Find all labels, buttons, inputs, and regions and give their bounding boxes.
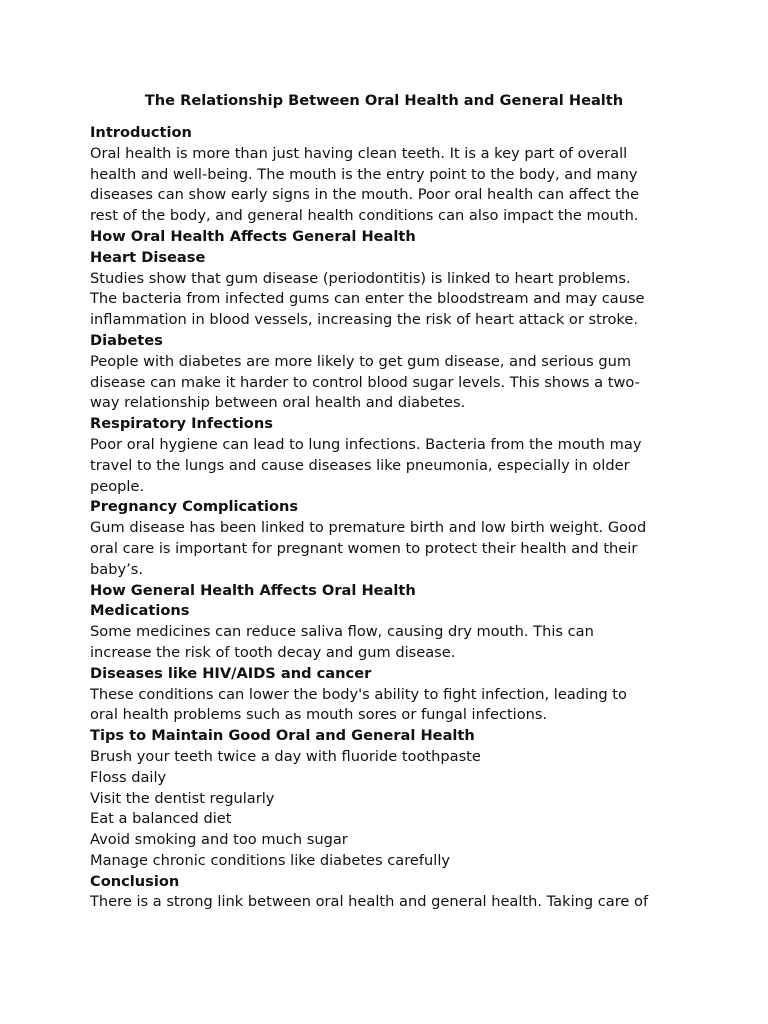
pregnancy-paragraph — [90, 518, 680, 580]
medications-heading: Medications — [90, 602, 190, 620]
heart-disease-line: The bacteria from infected gums can enter the bloodstream and may cause — [90, 290, 645, 308]
pregnancy-line: Gum disease has been linked to premature birth and low birth weight. Good — [90, 519, 647, 537]
diabetes-line: People with diabetes are more likely to get gum disease, and serious gum — [90, 352, 632, 370]
respiratory-line: travel to the lungs and cause diseases like pneumonia, especially in older — [90, 456, 630, 474]
document-page — [90, 90, 680, 913]
medications-paragraph — [90, 622, 680, 664]
respiratory-heading: Respiratory Infections — [90, 415, 273, 433]
heart-disease-heading: Heart Disease — [90, 248, 206, 266]
respiratory-paragraph — [90, 435, 680, 497]
introduction-paragraph — [90, 144, 680, 227]
list-item: Manage chronic conditions like diabetes carefully — [90, 851, 451, 869]
introduction-line: Oral health is more than just having clean teeth. It is a key part of overall — [90, 144, 628, 162]
conclusion-heading: Conclusion — [90, 872, 180, 890]
diabetes-line: way relationship between oral health and diabetes. — [90, 394, 466, 412]
tips-list — [90, 747, 680, 872]
pregnancy-line: baby’s. — [90, 560, 143, 578]
list-item: Brush your teeth twice a day with fluoride toothpaste — [90, 747, 481, 765]
list-item: Eat a balanced diet — [90, 810, 232, 828]
introduction-line: health and well-being. The mouth is the entry point to the body, and many — [90, 165, 638, 183]
respiratory-line: people. — [90, 477, 145, 495]
introduction-line: diseases can show early signs in the mouth. Poor oral health can affect the — [90, 186, 640, 204]
general-affects-oral-heading: How General Health Affects Oral Health — [90, 581, 416, 599]
respiratory-line: Poor oral hygiene can lead to lung infections. Bacteria from the mouth may — [90, 435, 642, 453]
introduction-heading: Introduction — [90, 124, 192, 141]
diseases-paragraph — [90, 685, 680, 727]
heart-disease-paragraph — [90, 269, 680, 331]
pregnancy-heading: Pregnancy Complications — [90, 498, 299, 516]
diseases-heading: Diseases like HIV/AIDS and cancer — [90, 664, 372, 682]
document-title: The Relationship Between Oral Health and General Health — [144, 92, 624, 109]
introduction-line: rest of the body, and general health conditions can also impact the mouth. — [90, 207, 639, 225]
conclusion-paragraph — [90, 892, 680, 913]
tips-heading: Tips to Maintain Good Oral and General Health — [90, 727, 475, 745]
list-item: Avoid smoking and too much sugar — [90, 831, 348, 849]
medications-line: increase the risk of tooth decay and gum disease. — [90, 643, 456, 661]
diabetes-paragraph — [90, 352, 680, 414]
diabetes-line: disease can make it harder to control blood sugar levels. This shows a two- — [90, 373, 640, 391]
heart-disease-line: Studies show that gum disease (periodontitis) is linked to heart problems. — [90, 269, 631, 287]
oral-affects-general-heading: How Oral Health Affects General Health — [90, 227, 416, 245]
heart-disease-line: inflammation in blood vessels, increasing the risk of heart attack or stroke. — [90, 311, 638, 329]
list-item: Visit the dentist regularly — [90, 789, 275, 807]
diseases-line: oral health problems such as mouth sores or fungal infections. — [90, 706, 548, 724]
diseases-line: These conditions can lower the body's ability to fight infection, leading to — [90, 685, 627, 703]
pregnancy-line: oral care is important for pregnant women to protect their health and their — [90, 539, 638, 557]
diabetes-heading: Diabetes — [90, 331, 163, 349]
medications-line: Some medicines can reduce saliva flow, causing dry mouth. This can — [90, 623, 594, 641]
list-item: Floss daily — [90, 768, 167, 786]
conclusion-line: There is a strong link between oral health and general health. Taking care of — [90, 893, 649, 911]
